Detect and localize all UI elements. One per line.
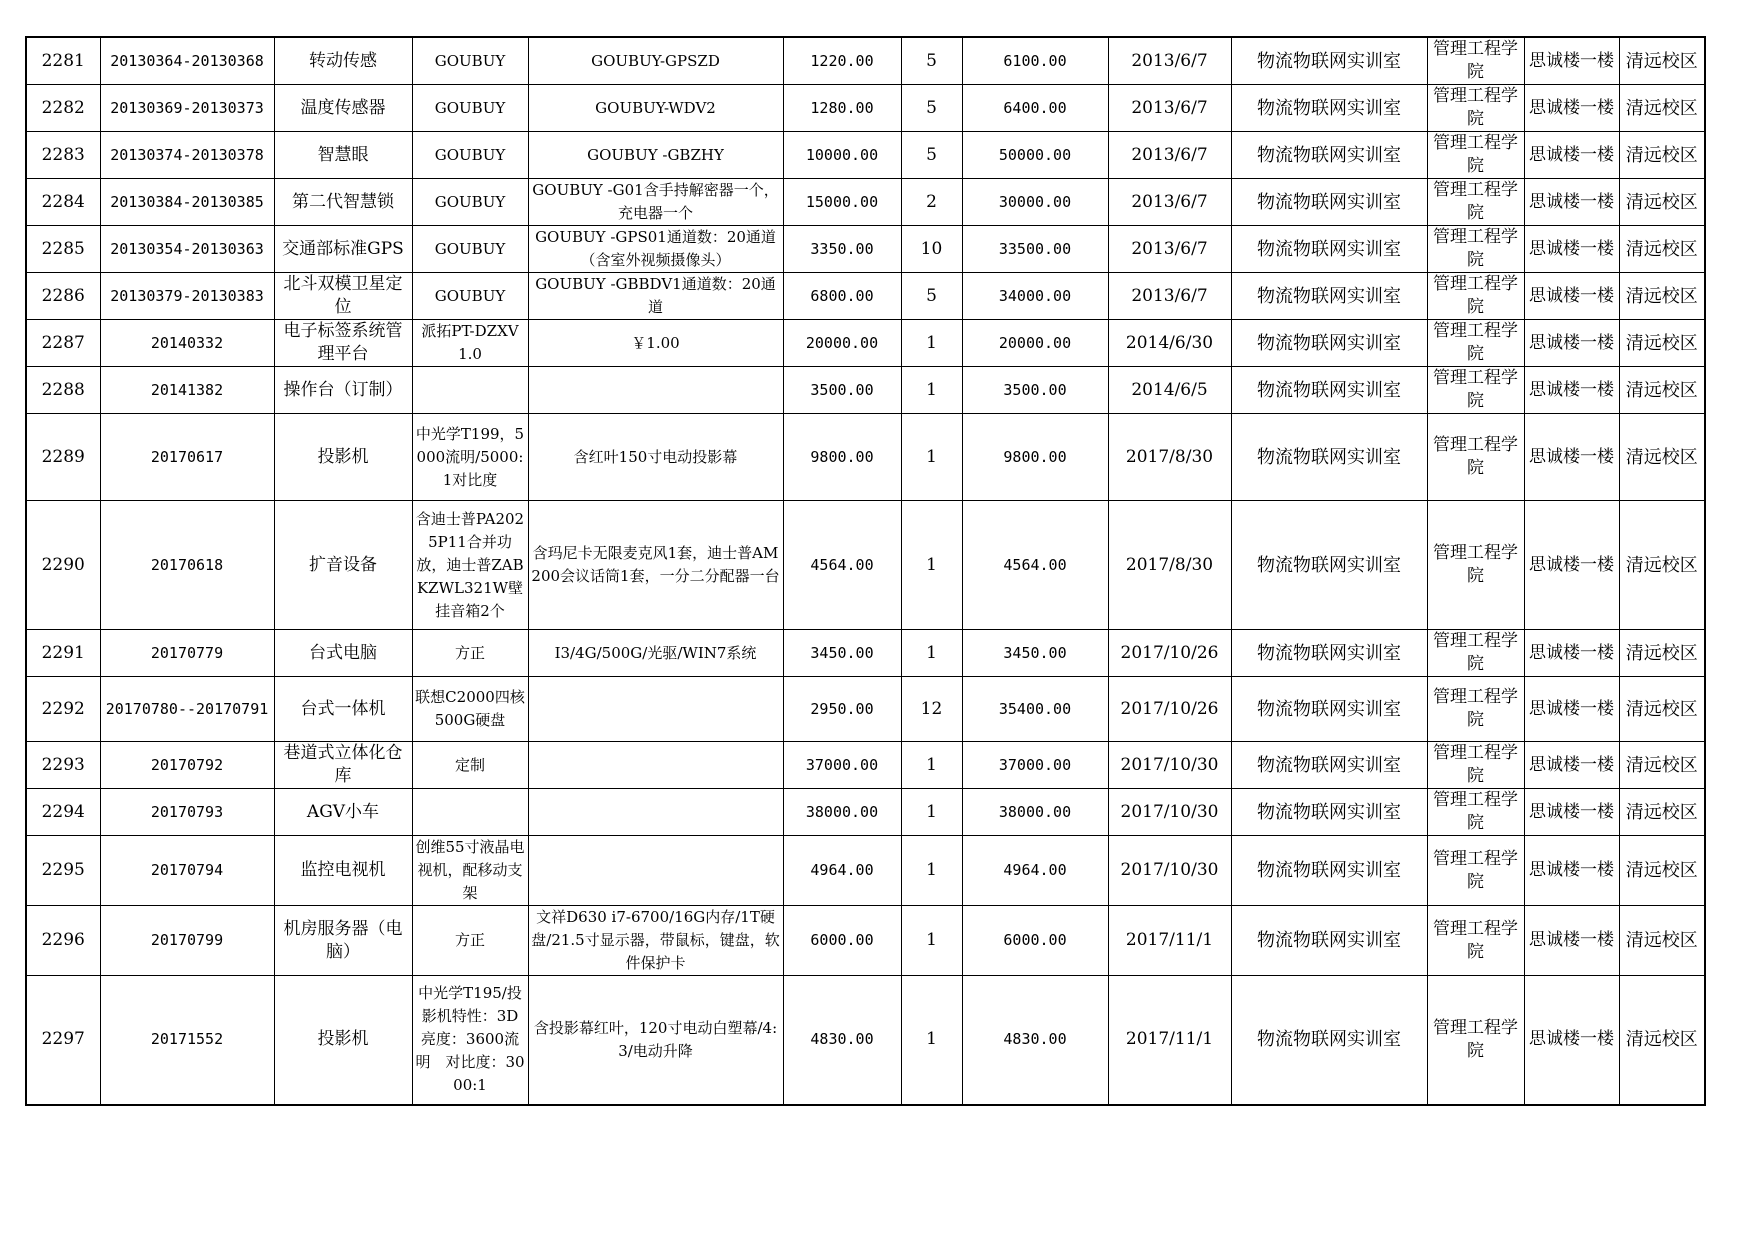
asset-code-cell: 20170618 (100, 501, 274, 630)
model-cell: 方正 (412, 630, 528, 677)
asset-name-cell: 操作台（订制） (274, 367, 412, 414)
lab-name-cell: 物流物联网实训室 (1231, 226, 1427, 273)
row-number-cell: 2289 (26, 414, 100, 501)
asset-name-cell: 转动传感 (274, 37, 412, 85)
amount-cell: 50000.00 (962, 132, 1108, 179)
asset-code-cell: 20170792 (100, 742, 274, 789)
asset-code-cell: 20140332 (100, 320, 274, 367)
quantity-cell: 5 (901, 132, 962, 179)
building-cell: 思诚楼一楼 (1524, 414, 1619, 501)
lab-name-cell: 物流物联网实训室 (1231, 789, 1427, 836)
unit-price-cell: 10000.00 (783, 132, 901, 179)
lab-name-cell: 物流物联网实训室 (1231, 132, 1427, 179)
unit-price-cell: 6000.00 (783, 906, 901, 976)
asset-name-cell: 投影机 (274, 976, 412, 1105)
model-cell: 含迪士普PA2025P11合并功放，迪士普ZABKZWL321W壁挂音箱2个 (412, 501, 528, 630)
unit-price-cell: 1280.00 (783, 85, 901, 132)
row-number-cell: 2283 (26, 132, 100, 179)
building-cell: 思诚楼一楼 (1524, 37, 1619, 85)
amount-cell: 4564.00 (962, 501, 1108, 630)
model-cell (412, 789, 528, 836)
purchase-date-cell: 2013/6/7 (1108, 85, 1231, 132)
amount-cell: 35400.00 (962, 677, 1108, 742)
table-row (26, 976, 1705, 1105)
table-row (26, 226, 1705, 273)
department-cell: 管理工程学院 (1427, 414, 1524, 501)
purchase-date-cell: 2017/10/30 (1108, 742, 1231, 789)
quantity-cell: 1 (901, 906, 962, 976)
model-cell: 联想C2000四核 500G硬盘 (412, 677, 528, 742)
lab-name-cell: 物流物联网实训室 (1231, 320, 1427, 367)
table-row (26, 501, 1705, 630)
campus-cell: 清远校区 (1619, 630, 1705, 677)
quantity-cell: 5 (901, 273, 962, 320)
asset-code-cell: 20130354-20130363 (100, 226, 274, 273)
unit-price-cell: 15000.00 (783, 179, 901, 226)
unit-price-cell: 38000.00 (783, 789, 901, 836)
department-cell: 管理工程学院 (1427, 179, 1524, 226)
lab-name-cell: 物流物联网实训室 (1231, 37, 1427, 85)
purchase-date-cell: 2017/8/30 (1108, 414, 1231, 501)
spec-cell: 含红叶150寸电动投影幕 (528, 414, 783, 501)
purchase-date-cell: 2017/10/26 (1108, 630, 1231, 677)
model-cell (412, 367, 528, 414)
campus-cell: 清远校区 (1619, 320, 1705, 367)
amount-cell: 4964.00 (962, 836, 1108, 906)
table-row (26, 789, 1705, 836)
spec-cell: GOUBUY-GPSZD (528, 37, 783, 85)
lab-name-cell: 物流物联网实训室 (1231, 742, 1427, 789)
purchase-date-cell: 2013/6/7 (1108, 179, 1231, 226)
model-cell: GOUBUY (412, 273, 528, 320)
department-cell: 管理工程学院 (1427, 320, 1524, 367)
model-cell: 中光学T199，5000流明/5000:1对比度 (412, 414, 528, 501)
asset-name-cell: 台式电脑 (274, 630, 412, 677)
building-cell: 思诚楼一楼 (1524, 367, 1619, 414)
lab-name-cell: 物流物联网实训室 (1231, 501, 1427, 630)
asset-name-cell: AGV小车 (274, 789, 412, 836)
model-cell: GOUBUY (412, 132, 528, 179)
spec-cell: 文祥D630 i7-6700/16G内存/1T硬盘/21.5寸显示器，带鼠标，键盘，软件保护卡 (528, 906, 783, 976)
purchase-date-cell: 2013/6/7 (1108, 37, 1231, 85)
asset-code-cell: 20170780--20170791 (100, 677, 274, 742)
model-cell: 定制 (412, 742, 528, 789)
lab-name-cell: 物流物联网实训室 (1231, 906, 1427, 976)
department-cell: 管理工程学院 (1427, 226, 1524, 273)
asset-name-cell: 台式一体机 (274, 677, 412, 742)
quantity-cell: 1 (901, 836, 962, 906)
campus-cell: 清远校区 (1619, 367, 1705, 414)
building-cell: 思诚楼一楼 (1524, 906, 1619, 976)
unit-price-cell: 9800.00 (783, 414, 901, 501)
row-number-cell: 2290 (26, 501, 100, 630)
table-row (26, 273, 1705, 320)
quantity-cell: 10 (901, 226, 962, 273)
amount-cell: 38000.00 (962, 789, 1108, 836)
building-cell: 思诚楼一楼 (1524, 976, 1619, 1105)
department-cell: 管理工程学院 (1427, 132, 1524, 179)
unit-price-cell: 20000.00 (783, 320, 901, 367)
department-cell: 管理工程学院 (1427, 630, 1524, 677)
model-cell: GOUBUY (412, 37, 528, 85)
campus-cell: 清远校区 (1619, 742, 1705, 789)
asset-name-cell: 交通部标准GPS (274, 226, 412, 273)
asset-code-cell: 20170617 (100, 414, 274, 501)
purchase-date-cell: 2013/6/7 (1108, 132, 1231, 179)
model-cell: GOUBUY (412, 179, 528, 226)
asset-code-cell: 20130369-20130373 (100, 85, 274, 132)
lab-name-cell: 物流物联网实训室 (1231, 836, 1427, 906)
amount-cell: 4830.00 (962, 976, 1108, 1105)
row-number-cell: 2292 (26, 677, 100, 742)
row-number-cell: 2296 (26, 906, 100, 976)
table-row (26, 836, 1705, 906)
table-row (26, 85, 1705, 132)
unit-price-cell: 3350.00 (783, 226, 901, 273)
department-cell: 管理工程学院 (1427, 789, 1524, 836)
spec-cell: GOUBUY -GPS01通道数：20通道（含室外视频摄像头） (528, 226, 783, 273)
purchase-date-cell: 2017/10/26 (1108, 677, 1231, 742)
campus-cell: 清远校区 (1619, 179, 1705, 226)
quantity-cell: 1 (901, 501, 962, 630)
asset-code-cell: 20171552 (100, 976, 274, 1105)
department-cell: 管理工程学院 (1427, 976, 1524, 1105)
spec-cell: GOUBUY-WDV2 (528, 85, 783, 132)
row-number-cell: 2294 (26, 789, 100, 836)
table-row (26, 37, 1705, 85)
row-number-cell: 2281 (26, 37, 100, 85)
row-number-cell: 2295 (26, 836, 100, 906)
amount-cell: 6000.00 (962, 906, 1108, 976)
campus-cell: 清远校区 (1619, 501, 1705, 630)
building-cell: 思诚楼一楼 (1524, 132, 1619, 179)
department-cell: 管理工程学院 (1427, 85, 1524, 132)
row-number-cell: 2293 (26, 742, 100, 789)
spec-cell: GOUBUY -GBBDV1通道数：20通道 (528, 273, 783, 320)
asset-code-cell: 20170793 (100, 789, 274, 836)
campus-cell: 清远校区 (1619, 976, 1705, 1105)
amount-cell: 6100.00 (962, 37, 1108, 85)
department-cell: 管理工程学院 (1427, 273, 1524, 320)
asset-name-cell: 扩音设备 (274, 501, 412, 630)
campus-cell: 清远校区 (1619, 85, 1705, 132)
lab-name-cell: 物流物联网实训室 (1231, 677, 1427, 742)
lab-name-cell: 物流物联网实训室 (1231, 179, 1427, 226)
model-cell: 中光学T195/投影机特性：3D 亮度：3600流明 对比度：3000:1 (412, 976, 528, 1105)
row-number-cell: 2285 (26, 226, 100, 273)
quantity-cell: 5 (901, 37, 962, 85)
unit-price-cell: 3500.00 (783, 367, 901, 414)
purchase-date-cell: 2014/6/5 (1108, 367, 1231, 414)
table-row (26, 630, 1705, 677)
campus-cell: 清远校区 (1619, 273, 1705, 320)
quantity-cell: 5 (901, 85, 962, 132)
row-number-cell: 2287 (26, 320, 100, 367)
campus-cell: 清远校区 (1619, 37, 1705, 85)
building-cell: 思诚楼一楼 (1524, 320, 1619, 367)
model-cell: 方正 (412, 906, 528, 976)
model-cell: 派拓PT-DZXV1.0 (412, 320, 528, 367)
table-body (26, 37, 1705, 1105)
lab-name-cell: 物流物联网实训室 (1231, 414, 1427, 501)
spec-cell (528, 742, 783, 789)
building-cell: 思诚楼一楼 (1524, 179, 1619, 226)
spec-cell: ￥1.00 (528, 320, 783, 367)
table-row (26, 414, 1705, 501)
campus-cell: 清远校区 (1619, 677, 1705, 742)
table-row (26, 132, 1705, 179)
lab-name-cell: 物流物联网实训室 (1231, 976, 1427, 1105)
spec-cell: 含投影幕红叶，120寸电动白塑幕/4:3/电动升降 (528, 976, 783, 1105)
unit-price-cell: 1220.00 (783, 37, 901, 85)
purchase-date-cell: 2017/10/30 (1108, 836, 1231, 906)
lab-name-cell: 物流物联网实训室 (1231, 367, 1427, 414)
campus-cell: 清远校区 (1619, 132, 1705, 179)
campus-cell: 清远校区 (1619, 836, 1705, 906)
department-cell: 管理工程学院 (1427, 367, 1524, 414)
asset-name-cell: 机房服务器（电脑） (274, 906, 412, 976)
department-cell: 管理工程学院 (1427, 906, 1524, 976)
department-cell: 管理工程学院 (1427, 501, 1524, 630)
building-cell: 思诚楼一楼 (1524, 273, 1619, 320)
spec-cell: 含玛尼卡无限麦克风1套，迪士普AM200会议话筒1套，一分二分配器一台 (528, 501, 783, 630)
row-number-cell: 2297 (26, 976, 100, 1105)
spec-cell: GOUBUY -G01含手持解密器一个，充电器一个 (528, 179, 783, 226)
unit-price-cell: 4964.00 (783, 836, 901, 906)
unit-price-cell: 4830.00 (783, 976, 901, 1105)
amount-cell: 6400.00 (962, 85, 1108, 132)
amount-cell: 33500.00 (962, 226, 1108, 273)
unit-price-cell: 2950.00 (783, 677, 901, 742)
purchase-date-cell: 2017/8/30 (1108, 501, 1231, 630)
asset-name-cell: 温度传感器 (274, 85, 412, 132)
asset-code-cell: 20130384-20130385 (100, 179, 274, 226)
asset-name-cell: 北斗双模卫星定位 (274, 273, 412, 320)
amount-cell: 34000.00 (962, 273, 1108, 320)
building-cell: 思诚楼一楼 (1524, 789, 1619, 836)
lab-name-cell: 物流物联网实训室 (1231, 273, 1427, 320)
asset-code-cell: 20141382 (100, 367, 274, 414)
asset-name-cell: 投影机 (274, 414, 412, 501)
table-row (26, 179, 1705, 226)
quantity-cell: 1 (901, 630, 962, 677)
department-cell: 管理工程学院 (1427, 37, 1524, 85)
purchase-date-cell: 2013/6/7 (1108, 226, 1231, 273)
campus-cell: 清远校区 (1619, 789, 1705, 836)
quantity-cell: 1 (901, 789, 962, 836)
quantity-cell: 1 (901, 320, 962, 367)
equipment-table (25, 36, 1706, 1106)
building-cell: 思诚楼一楼 (1524, 501, 1619, 630)
asset-code-cell: 20170779 (100, 630, 274, 677)
campus-cell: 清远校区 (1619, 414, 1705, 501)
table-row (26, 677, 1705, 742)
row-number-cell: 2291 (26, 630, 100, 677)
asset-name-cell: 巷道式立体化仓库 (274, 742, 412, 789)
unit-price-cell: 37000.00 (783, 742, 901, 789)
spec-cell: GOUBUY -GBZHY (528, 132, 783, 179)
spec-cell (528, 789, 783, 836)
row-number-cell: 2284 (26, 179, 100, 226)
spec-cell: I3/4G/500G/光驱/WIN7系统 (528, 630, 783, 677)
asset-code-cell: 20130364-20130368 (100, 37, 274, 85)
amount-cell: 3500.00 (962, 367, 1108, 414)
lab-name-cell: 物流物联网实训室 (1231, 85, 1427, 132)
department-cell: 管理工程学院 (1427, 677, 1524, 742)
row-number-cell: 2288 (26, 367, 100, 414)
model-cell: GOUBUY (412, 226, 528, 273)
unit-price-cell: 4564.00 (783, 501, 901, 630)
quantity-cell: 1 (901, 367, 962, 414)
campus-cell: 清远校区 (1619, 226, 1705, 273)
unit-price-cell: 6800.00 (783, 273, 901, 320)
building-cell: 思诚楼一楼 (1524, 226, 1619, 273)
spec-cell (528, 677, 783, 742)
table-row (26, 320, 1705, 367)
asset-code-cell: 20170794 (100, 836, 274, 906)
asset-name-cell: 第二代智慧锁 (274, 179, 412, 226)
quantity-cell: 1 (901, 414, 962, 501)
model-cell: GOUBUY (412, 85, 528, 132)
asset-name-cell: 监控电视机 (274, 836, 412, 906)
quantity-cell: 1 (901, 976, 962, 1105)
quantity-cell: 12 (901, 677, 962, 742)
purchase-date-cell: 2014/6/30 (1108, 320, 1231, 367)
building-cell: 思诚楼一楼 (1524, 630, 1619, 677)
campus-cell: 清远校区 (1619, 906, 1705, 976)
department-cell: 管理工程学院 (1427, 742, 1524, 789)
amount-cell: 3450.00 (962, 630, 1108, 677)
building-cell: 思诚楼一楼 (1524, 85, 1619, 132)
table-row (26, 742, 1705, 789)
asset-code-cell: 20170799 (100, 906, 274, 976)
spec-cell (528, 836, 783, 906)
asset-code-cell: 20130379-20130383 (100, 273, 274, 320)
asset-name-cell: 电子标签系统管理平台 (274, 320, 412, 367)
building-cell: 思诚楼一楼 (1524, 836, 1619, 906)
row-number-cell: 2286 (26, 273, 100, 320)
asset-code-cell: 20130374-20130378 (100, 132, 274, 179)
table-row (26, 367, 1705, 414)
purchase-date-cell: 2017/11/1 (1108, 976, 1231, 1105)
amount-cell: 9800.00 (962, 414, 1108, 501)
building-cell: 思诚楼一楼 (1524, 742, 1619, 789)
asset-name-cell: 智慧眼 (274, 132, 412, 179)
model-cell: 创维55寸液晶电视机，配移动支架 (412, 836, 528, 906)
amount-cell: 37000.00 (962, 742, 1108, 789)
unit-price-cell: 3450.00 (783, 630, 901, 677)
amount-cell: 30000.00 (962, 179, 1108, 226)
amount-cell: 20000.00 (962, 320, 1108, 367)
quantity-cell: 1 (901, 742, 962, 789)
spec-cell (528, 367, 783, 414)
purchase-date-cell: 2017/10/30 (1108, 789, 1231, 836)
row-number-cell: 2282 (26, 85, 100, 132)
department-cell: 管理工程学院 (1427, 836, 1524, 906)
building-cell: 思诚楼一楼 (1524, 677, 1619, 742)
purchase-date-cell: 2013/6/7 (1108, 273, 1231, 320)
table-row (26, 906, 1705, 976)
lab-name-cell: 物流物联网实训室 (1231, 630, 1427, 677)
purchase-date-cell: 2017/11/1 (1108, 906, 1231, 976)
quantity-cell: 2 (901, 179, 962, 226)
